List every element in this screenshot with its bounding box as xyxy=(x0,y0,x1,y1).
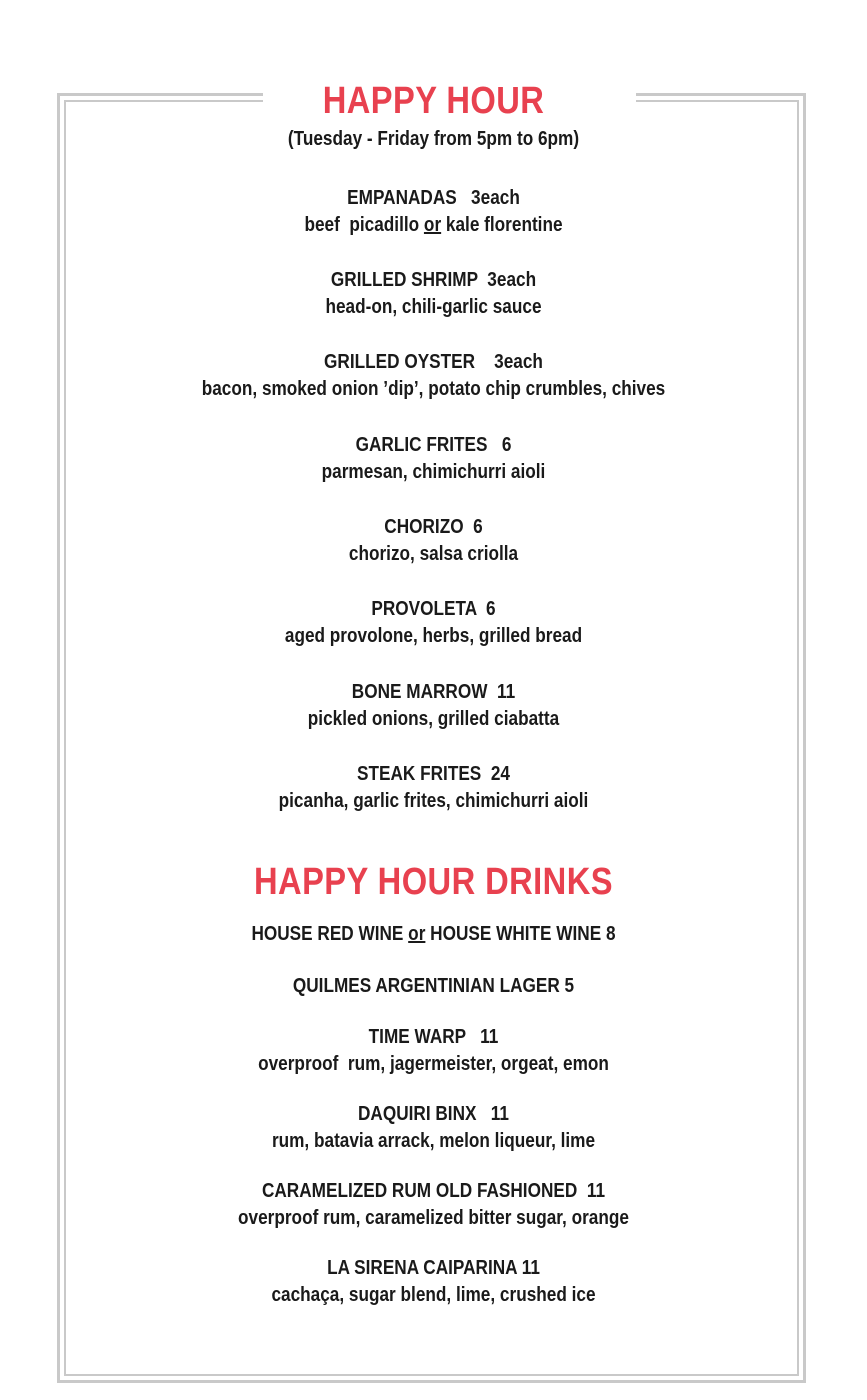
item-name: BONE MARROW 11 xyxy=(351,681,516,703)
item-name: GRILLED SHRIMP 3each xyxy=(330,269,537,291)
item-name: EMPANADAS 3each xyxy=(347,187,520,209)
item-name: QUILMES ARGENTINIAN LAGER 5 xyxy=(292,975,575,997)
item-description: overproof rum, jagermeister, orgeat, emon xyxy=(258,1053,609,1075)
item-description: beef picadillo or kale florentine xyxy=(304,214,563,236)
drink-item xyxy=(0,1024,867,1078)
drink-item xyxy=(0,973,867,1000)
menu-item xyxy=(0,761,867,815)
item-name: CHORIZO 6 xyxy=(384,516,483,538)
item-description: picanha, garlic frites, chimichurri aioli xyxy=(278,790,589,812)
item-description: head-on, chili-garlic sauce xyxy=(325,296,542,318)
drink-item xyxy=(0,921,867,948)
happy-hour-drinks-title: HAPPY HOUR DRINKS xyxy=(254,861,613,903)
item-name: HOUSE RED WINE or HOUSE WHITE WINE 8 xyxy=(251,923,616,945)
item-name: GARLIC FRITES 6 xyxy=(355,434,512,456)
or-underlined: or xyxy=(423,214,442,236)
item-description: aged provolone, herbs, grilled bread xyxy=(284,625,583,647)
item-description: chorizo, salsa criolla xyxy=(348,543,519,565)
item-name: DAQUIRI BINX 11 xyxy=(357,1103,510,1125)
happy-hour-subtitle: (Tuesday - Friday from 5pm to 6pm) xyxy=(287,128,580,150)
happy-hour-title: HAPPY HOUR xyxy=(322,80,545,122)
item-description: bacon, smoked onion ’dip’, potato chip crumbles, chives xyxy=(201,378,666,400)
drink-item xyxy=(0,1178,867,1232)
drink-item xyxy=(0,1255,867,1309)
item-name: TIME WARP 11 xyxy=(368,1026,499,1048)
item-name: CARAMELIZED RUM OLD FASHIONED 11 xyxy=(261,1180,606,1202)
frame-bottom-inner xyxy=(64,1374,799,1376)
item-name: STEAK FRITES 24 xyxy=(357,763,510,785)
item-description: rum, batavia arrack, melon liqueur, lime xyxy=(271,1130,596,1152)
frame-bottom-outer xyxy=(57,1380,806,1383)
item-name: LA SIRENA CAIPARINA 11 xyxy=(327,1257,540,1279)
menu-item xyxy=(0,679,867,733)
menu-item xyxy=(0,514,867,568)
item-description: overproof rum, caramelized bitter sugar, orange xyxy=(238,1207,629,1229)
menu-item xyxy=(0,267,867,321)
item-description: pickled onions, grilled ciabatta xyxy=(307,708,560,730)
menu-item xyxy=(0,349,867,403)
item-name: PROVOLETA 6 xyxy=(371,598,496,620)
item-description: cachaça, sugar blend, lime, crushed ice xyxy=(271,1284,596,1306)
item-name: GRILLED OYSTER 3each xyxy=(324,351,543,373)
or-underlined: or xyxy=(408,923,426,945)
menu-item xyxy=(0,432,867,486)
menu-item xyxy=(0,185,867,239)
drink-item xyxy=(0,1101,867,1155)
menu-item xyxy=(0,596,867,650)
item-description: parmesan, chimichurri aioli xyxy=(321,461,546,483)
